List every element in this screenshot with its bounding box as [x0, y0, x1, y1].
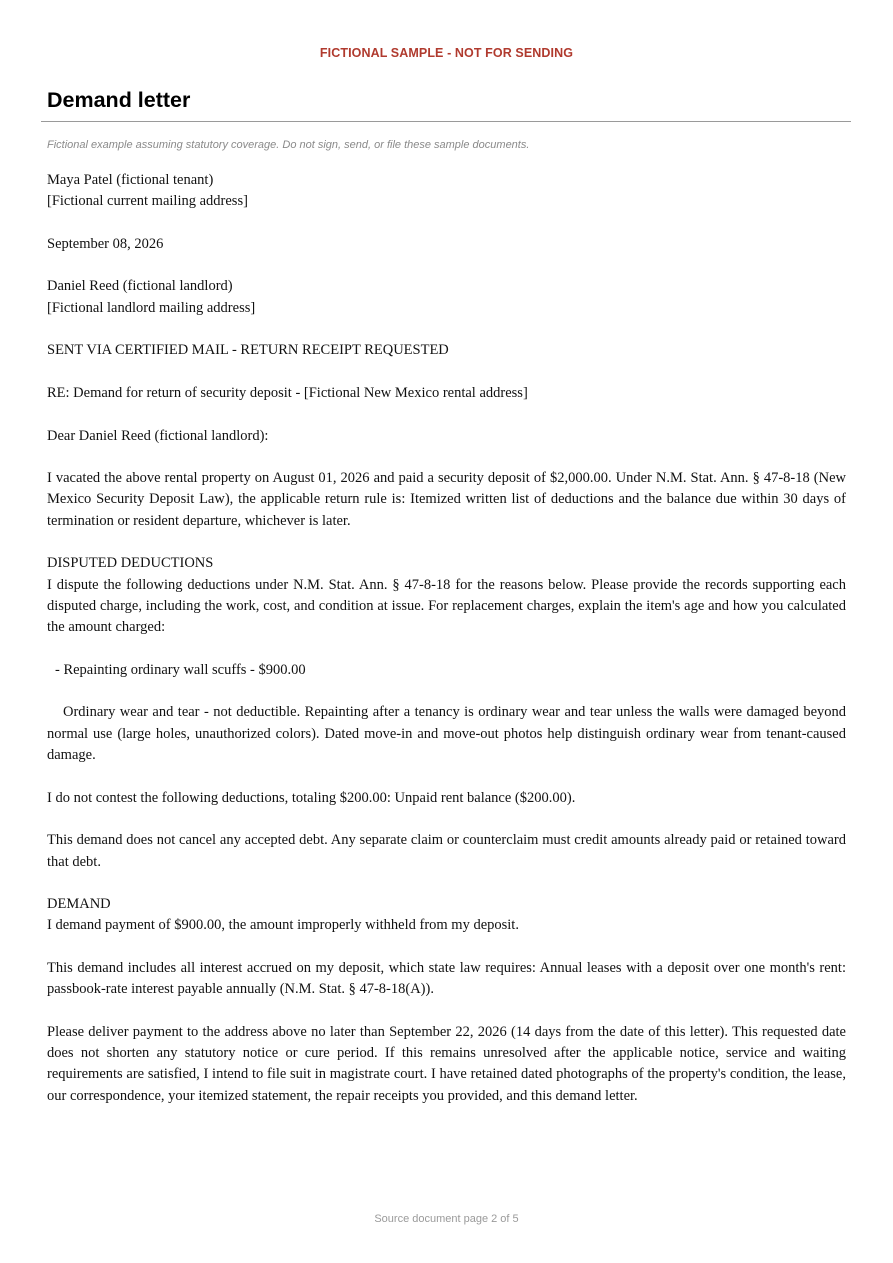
disputed-paragraph: I dispute the following deductions under N.M. Stat. Ann. § 47-8-18 for the reasons below. Please provide the records supporting each disputed charge, including the work, cost, and condition at issue. For replacement charges, explain the item's age and how you calculated the amount charged:: [47, 576, 846, 636]
uncontested-paragraph: I do not contest the following deductions, totaling $200.00: Unpaid rent balance ($200.00).: [47, 789, 576, 806]
subject-line: RE: Demand for return of security deposit - [Fictional New Mexico rental address]: [47, 384, 528, 401]
page-title: Demand letter: [47, 88, 191, 112]
sender-block: [47, 170, 846, 213]
disclaimer-text: Fictional example assuming statutory coverage. Do not sign, send, or file these sample documents.: [47, 139, 530, 151]
letter-body: [47, 170, 846, 1128]
demand-heading: DEMAND: [47, 896, 111, 913]
recipient-block: [47, 276, 846, 319]
intro-paragraph: I vacated the above rental property on August 01, 2026 and paid a security deposit of $2,000.00. Under N.M. Stat. Ann. § 47-8-18 (New Mexico Security Deposit Law), the applicable return rule is: Itemized written list of deductions and the balance due within 30 days of termination or resident departure, whichever is later.: [47, 470, 846, 529]
sender-address: [Fictional current mailing address]: [47, 193, 248, 210]
recipient-name: Daniel Reed (fictional landlord): [47, 278, 233, 295]
disputed-item: [47, 660, 846, 766]
disputed-heading: DISPUTED DEDUCTIONS: [47, 555, 214, 572]
sample-banner: FICTIONAL SAMPLE - NOT FOR SENDING: [319, 46, 574, 60]
letter-date: September 08, 2026: [47, 235, 164, 252]
disputed-item-reason: Ordinary wear and tear - not deductible. Repainting after a tenancy is ordinary wear and tear unless the walls were damaged beyond normal use (large holes, unauthorized colors). Dated move-in and move-out photos help distinguish ordinary wear from tenant-caused damage.: [47, 704, 846, 764]
debt-paragraph: This demand does not cancel any accepted debt. Any separate claim or counterclaim must credit amounts already paid or retained toward that debt.: [47, 832, 846, 870]
delivery-method: SENT VIA CERTIFIED MAIL - RETURN RECEIPT REQUESTED: [47, 342, 449, 359]
demand-paragraph: I demand payment of $900.00, the amount improperly withheld from my deposit.: [47, 917, 519, 934]
page-footer: Source document page 2 of 5: [374, 1213, 519, 1225]
disputed-item-label: - Repainting ordinary wall scuffs - $900.00: [55, 661, 306, 678]
title-divider: [41, 121, 851, 122]
interest-paragraph: This demand includes all interest accrued on my deposit, which state law requires: Annual leases with a deposit over one month's rent: passbook-rate interest payable annually (N.M. Stat. § 47-8-18(A)).: [47, 959, 846, 998]
sender-name: Maya Patel (fictional tenant): [47, 172, 214, 188]
closing-paragraph: Please deliver payment to the address above no later than September 22, 2026 (14 days from the date of this letter). This requested date does not shorten any statutory notice or cure period. If this remains unresolved after the applicable notice, service and waiting requirements are satisfied, I intend to file suit in magistrate court. I have retained dated photographs of the property's condition, the lease, our correspondence, your itemized statement, the repair receipts you provided, and this demand letter.: [47, 1023, 846, 1104]
salutation: Dear Daniel Reed (fictional landlord):: [47, 427, 269, 444]
recipient-address: [Fictional landlord mailing address]: [47, 299, 256, 316]
